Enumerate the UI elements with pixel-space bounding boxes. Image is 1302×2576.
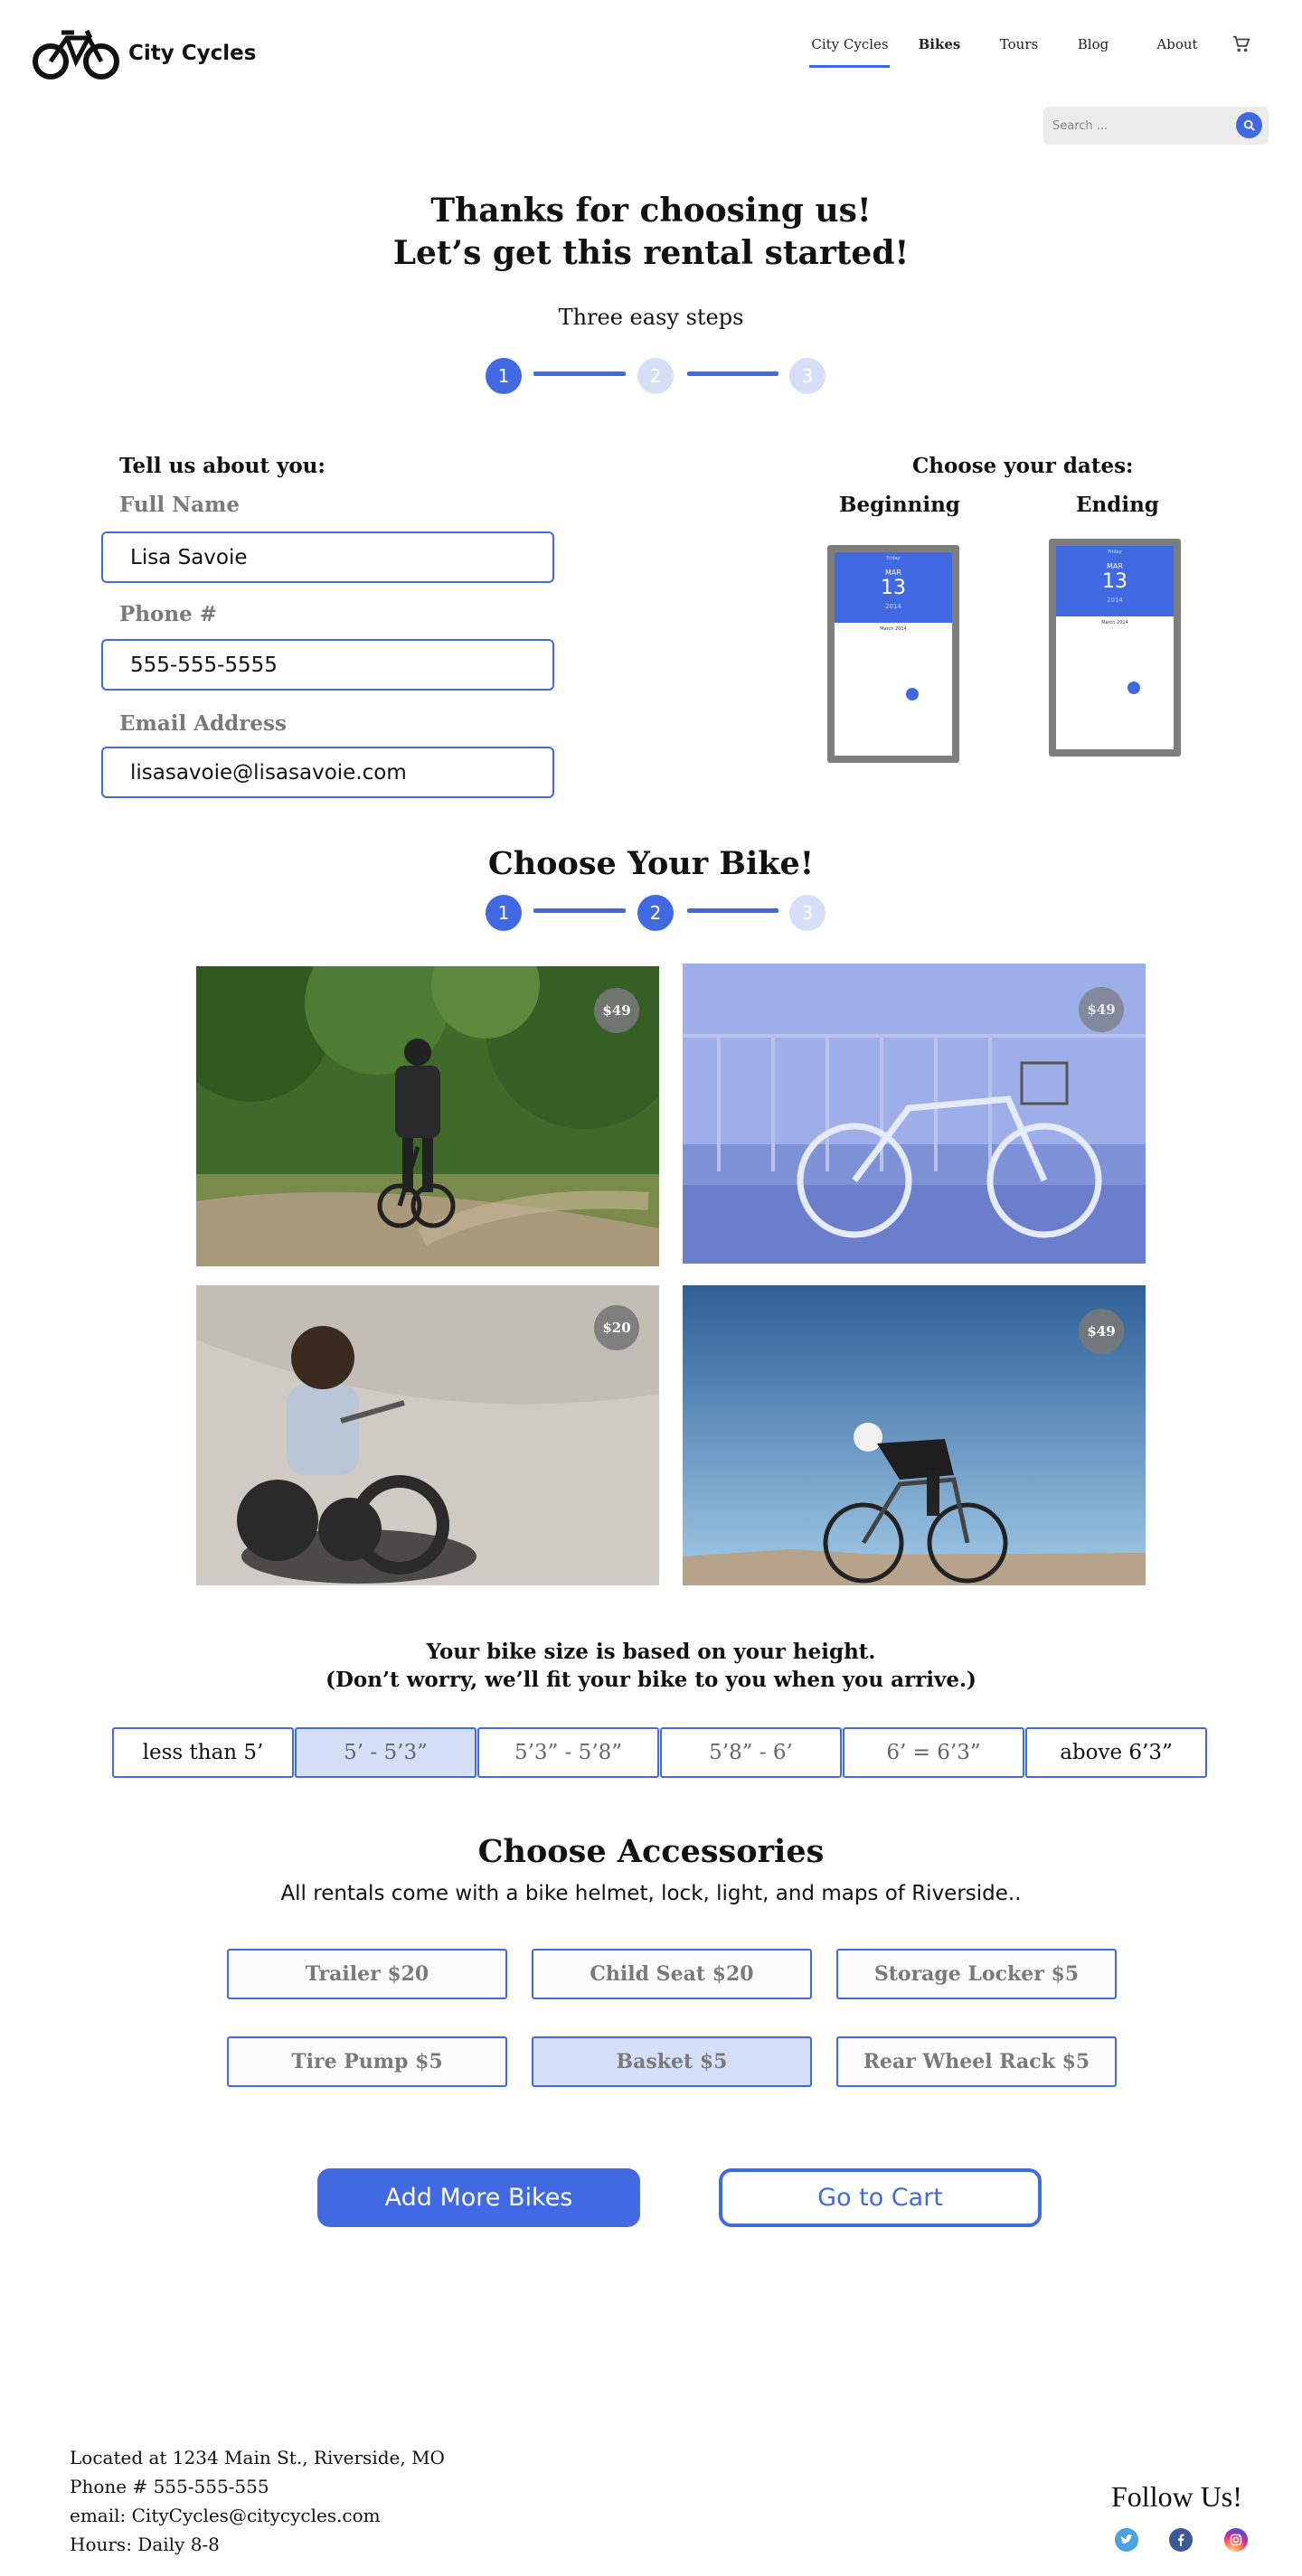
kids-bike-photo	[196, 1285, 659, 1585]
calendar-day-grid[interactable]	[840, 634, 947, 713]
size-option-5-to-5-3[interactable]: 5’ - 5’3”	[295, 1727, 476, 1778]
size-line-1: Your bike size is based on your height.	[426, 1640, 876, 1664]
bike-card-kids[interactable]	[196, 1285, 659, 1585]
size-line-2: (Don’t worry, we’ll fit your bike to you when you arrive.)	[326, 1668, 976, 1692]
nav-blog[interactable]: Blog	[1077, 36, 1109, 52]
facebook-icon[interactable]	[1169, 2528, 1193, 2552]
hero-subtitle: Three easy steps	[558, 305, 744, 330]
email-label: Email Address	[119, 711, 287, 736]
full-name-input[interactable]	[103, 533, 552, 581]
brand-logo[interactable]	[33, 27, 256, 80]
bicycle-logo-icon	[33, 27, 119, 80]
step-2: 2	[637, 895, 674, 931]
hero-line-1: Thanks for choosing us!	[430, 192, 872, 230]
price-badge: $49	[1079, 987, 1124, 1032]
cruiser-bike-photo	[683, 964, 1146, 1264]
step-1: 1	[486, 895, 522, 931]
nav-city-cycles[interactable]: City Cycles	[811, 36, 889, 52]
search-input[interactable]	[1052, 116, 1224, 136]
price-badge: $49	[1079, 1309, 1124, 1354]
accessory-child-seat[interactable]: Child Seat $20	[532, 1949, 812, 1999]
mountain-bike-photo	[196, 966, 659, 1266]
bike-section-heading: Choose Your Bike!	[487, 845, 815, 882]
email-input[interactable]	[103, 748, 552, 796]
twitter-icon[interactable]	[1115, 2528, 1138, 2552]
footer-address: Located at 1234 Main St., Riverside, MO	[70, 2447, 445, 2468]
calendar-selected-day[interactable]	[906, 688, 919, 700]
step-1: 1	[486, 358, 522, 394]
accessories-heading: Choose Accessories	[477, 1833, 825, 1870]
size-option-5-8-to-6[interactable]: 5’8” - 6’	[660, 1727, 842, 1778]
size-option-5-3-to-5-8[interactable]: 5’3” - 5’8”	[477, 1727, 659, 1778]
step-connector	[687, 371, 778, 376]
email-field	[101, 747, 554, 798]
footer-email: email: CityCycles@citycycles.com	[70, 2505, 381, 2526]
step-connector	[533, 371, 626, 376]
step-connector	[687, 908, 778, 913]
calendar-selected-day[interactable]	[1127, 682, 1140, 694]
calendar-header: Friday MAR 13 2014	[835, 552, 952, 623]
about-you-heading: Tell us about you:	[119, 454, 326, 478]
accessories-subtitle: All rentals come with a bike helmet, lock, light, and maps of Riverside..	[280, 1882, 1022, 1905]
accessory-tire-pump[interactable]: Tire Pump $5	[227, 2036, 507, 2087]
ending-label: Ending	[1076, 493, 1159, 517]
step-connector	[533, 908, 626, 913]
accessory-storage-locker[interactable]: Storage Locker $5	[836, 1949, 1117, 1999]
footer-phone: Phone # 555-555-555	[70, 2476, 269, 2497]
calendar-day-grid[interactable]	[1061, 627, 1168, 707]
step-2: 2	[637, 358, 674, 394]
nav-active-indicator	[809, 65, 890, 68]
accessory-trailer[interactable]: Trailer $20	[227, 1949, 507, 1999]
step-3: 3	[789, 895, 826, 931]
size-option-6-to-6-3[interactable]: 6’ = 6’3”	[843, 1727, 1024, 1778]
accessory-basket[interactable]: Basket $5	[532, 2036, 812, 2087]
beginning-label: Beginning	[839, 493, 960, 517]
size-option-above-6-3[interactable]: above 6’3”	[1025, 1727, 1207, 1778]
calendar-ending[interactable]: Friday MAR 13 2014 March 2014	[1049, 539, 1181, 757]
calendar-header: Friday MAR 13 2014	[1056, 546, 1174, 616]
instagram-icon[interactable]	[1224, 2528, 1248, 2552]
search-icon	[1243, 119, 1256, 132]
calendar-beginning[interactable]: Friday MAR 13 2014 March 2014	[827, 545, 959, 763]
full-name-field	[101, 531, 554, 583]
price-badge: $20	[594, 1305, 639, 1350]
footer-hours: Hours: Daily 8-8	[70, 2534, 220, 2555]
brand-name: City Cycles	[128, 42, 257, 65]
follow-us-heading: Follow Us!	[1111, 2480, 1242, 2513]
road-bike-photo	[683, 1285, 1146, 1585]
full-name-label: Full Name	[119, 493, 241, 517]
size-option-under-5[interactable]: less than 5’	[112, 1727, 294, 1778]
go-to-cart-button[interactable]: Go to Cart	[719, 2168, 1042, 2227]
nav-about[interactable]: About	[1156, 36, 1198, 52]
price-badge: $49	[594, 988, 639, 1033]
nav-tours[interactable]: Tours	[999, 36, 1039, 52]
nav-bikes[interactable]: Bikes	[918, 36, 961, 52]
add-more-bikes-button[interactable]: Add More Bikes	[317, 2168, 640, 2227]
size-heading	[0, 1638, 1302, 1694]
dates-heading: Choose your dates:	[912, 454, 1134, 478]
phone-field	[101, 639, 554, 691]
accessory-rear-wheel-rack[interactable]: Rear Wheel Rack $5	[836, 2036, 1117, 2087]
step-3: 3	[789, 358, 826, 394]
phone-label: Phone #	[119, 602, 217, 626]
bike-card-road[interactable]	[683, 1285, 1146, 1585]
bike-card-mountain[interactable]	[196, 966, 659, 1266]
search-bar	[1043, 107, 1269, 145]
hero-line-2: Let’s get this rental started!	[392, 234, 910, 272]
cart-icon[interactable]	[1231, 34, 1251, 54]
phone-input[interactable]	[103, 641, 552, 689]
search-button[interactable]	[1236, 112, 1262, 138]
bike-card-cruiser[interactable]	[683, 964, 1146, 1264]
hero-title	[0, 190, 1302, 275]
